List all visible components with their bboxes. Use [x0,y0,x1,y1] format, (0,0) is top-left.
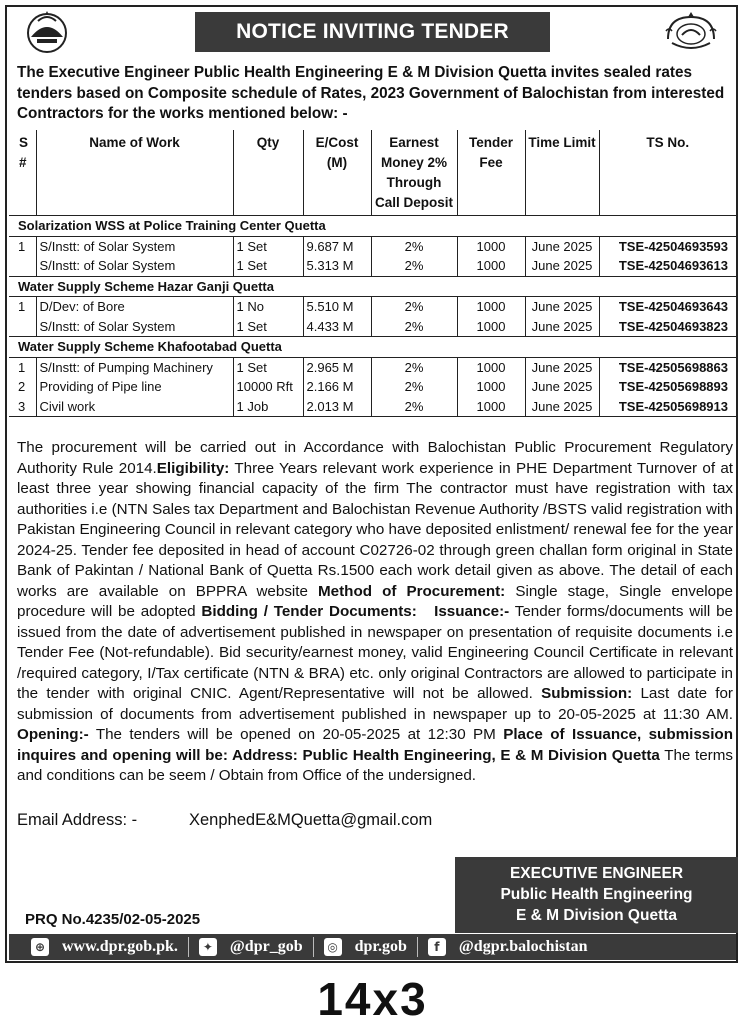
cell-qty: 1 Set [233,317,303,337]
cell-time: June 2025 [525,236,599,256]
cell-name: Civil work [36,397,233,417]
table-row [9,297,736,317]
cell-name: S/Instt: of Pumping Machinery [36,357,233,377]
cell-ts: TSE-42505698913 [599,397,736,417]
cell-qty: 1 Set [233,256,303,276]
header-time: Time Limit [525,130,599,216]
cell-ecost: 2.166 M [303,377,371,397]
cell-earnest: 2% [371,256,457,276]
cell-fee: 1000 [457,297,525,317]
phe-department-logo [660,9,722,55]
cell-earnest: 2% [371,297,457,317]
group-title-row [9,216,736,237]
cell-fee: 1000 [457,256,525,276]
signatory-department: Public Health Engineering [500,886,693,903]
cell-time: June 2025 [525,377,599,397]
notice-body [17,438,733,787]
cell-name: Providing of Pipe line [36,377,233,397]
group-title: Water Supply Scheme Hazar Ganji Quetta [9,276,736,297]
cell-fee: 1000 [457,397,525,417]
cell-qty: 1 No [233,297,303,317]
cell-ts: TSE-42504693613 [599,256,736,276]
header-sno: S # [9,130,36,216]
cell-sno: 3 [9,397,36,417]
cell-ecost: 5.313 M [303,256,371,276]
cell-time: June 2025 [525,297,599,317]
body-text-1: The procurement will be carried out in Accordance with Balochistan Public Procurement Regulatory Authority Rule 2014. [17,439,733,477]
footer-divider [313,937,314,957]
body-text-4: Tender forms/documents will be issued from the date of advertisement published in newspaper on presentation of requisite documents i.e Tender Fee (Not-refundable). Bid security/earnest money, valid Engineering Council Certificate in relevant /required category, I/Tax certificate (NTN & BRA) etc. only original Contractors are allowed to participate in the tender with original CNIC. Agent/Representative will not be allowed. [17,603,733,702]
issuance-label: Issuance:- [434,603,510,620]
group-title-row [9,276,736,297]
table-row [9,236,736,256]
table-row [9,256,736,276]
cell-ecost: 4.433 M [303,317,371,337]
facebook-icon: f [428,938,446,956]
cell-sno: 2 [18,379,26,394]
footer-website[interactable]: www.dpr.gob.pk. [62,938,178,955]
cell-fee: 1000 [457,357,525,377]
signatory-division: E & M Division Quetta [515,907,678,924]
cell-time: June 2025 [525,317,599,337]
cell-ecost: 2.013 M [303,397,371,417]
balochistan-govt-logo [16,9,78,55]
cell-ts: TSE-42505698893 [599,377,736,397]
notice-title: NOTICE INVITING TENDER [195,12,550,52]
cell-earnest: 2% [371,317,457,337]
cell-name: S/Instt: of Solar System [36,256,233,276]
table-row [9,377,736,397]
cell-earnest: 2% [371,357,457,377]
prq-number: PRQ No.4235/02-05-2025 [25,911,201,928]
footer-divider [188,937,189,957]
footer-facebook[interactable]: @dgpr.balochistan [458,938,588,955]
table-header-row [9,130,736,216]
header-qty: Qty [233,130,303,216]
cell-sno: 1 [18,359,26,375]
cell-name: S/Instt: of Solar System [36,317,233,337]
group-title-row [9,337,736,358]
body-text-3: Single stage, Single envelope procedure will be adopted [17,582,733,620]
cell-ts: TSE-42504693823 [599,317,736,337]
cell-ts: TSE-42504693643 [599,297,736,317]
email-line [17,811,432,830]
tender-table [9,130,736,417]
body-text-7: The terms and conditions can be seem / Obtain from Office of the undersigned. [17,746,733,784]
cell-time: June 2025 [525,397,599,417]
footer-bar [9,934,736,960]
signatory-title: EXECUTIVE ENGINEER [509,865,684,882]
twitter-icon: ✦ [199,938,217,956]
footer-instagram[interactable]: dpr.gob [354,938,407,955]
intro-paragraph: The Executive Engineer Public Health Engineering E & M Division Quetta invites sealed rates tenders based on Composite schedule of Rates, 2023 Government of Balochistan from interested Contractors for the works mentioned below: - [17,64,725,122]
submission-label: Submission: [541,685,633,702]
table-row [9,317,736,337]
method-label: Method of Procurement: [318,582,506,600]
header-fee: Tender Fee [457,130,525,216]
cell-ts: TSE-42504693593 [599,236,736,256]
cell-ecost: 5.510 M [303,297,371,317]
header-ts: TS No. [599,130,736,216]
cell-time: June 2025 [525,357,599,377]
email-address[interactable]: XenphedE&MQuetta@gmail.com [189,811,433,829]
opening-label: Opening:- [17,726,89,743]
instagram-icon: ◎ [324,938,342,956]
group-title: Solarization WSS at Police Training Center Quetta [9,216,736,237]
cell-sno [9,317,36,337]
cell-fee: 1000 [457,317,525,337]
cell-earnest: 2% [371,397,457,417]
table-row [9,397,736,417]
eligibility-label: Eligibility: [156,459,230,477]
body-text-6: The tenders will be opened on 20-05-2025 at 12:30 PM [88,726,504,743]
ad-size-label: 14x3 [317,973,428,1025]
cell-ts: TSE-42505698863 [599,357,736,377]
cell-ecost: 9.687 M [303,236,371,256]
cell-earnest: 2% [371,377,457,397]
cell-qty: 1 Set [233,357,303,377]
header-name: Name of Work [36,130,233,216]
cell-qty: 1 Set [233,236,303,256]
cell-name: D/Dev: of Bore [36,297,233,317]
cell-qty: 10000 Rft [233,377,303,397]
cell-time: June 2025 [525,256,599,276]
signatory-box [455,857,738,933]
cell-earnest: 2% [371,236,457,256]
cell-fee: 1000 [457,236,525,256]
cell-sno: 1 [18,238,26,254]
header-earnest: Earnest Money 2% Through Call Deposit [371,130,457,216]
body-text-5: Last date for submission of documents from advertisement published in newspaper up to 20-05-2025 at 11:30 AM. [17,685,733,723]
cell-qty: 1 Job [233,397,303,417]
table-row [9,357,736,377]
globe-icon: ⊕ [31,938,49,956]
footer-twitter[interactable]: @dpr_gob [229,938,303,955]
cell-sno [9,256,36,276]
body-text-2: Three Years relevant work experience in PHE Department Turnover of at least three year showing financial capacity of the firm The contractor must have registration with tax authorities i.e (NTN Sales tax Department and Balochistan Revenue Authority /BSTS valid registration with Pakistan Engineering Council in relevant category who have deposited enlistment/ renewal fee for the year 2024-25. Tender fee deposited in head of account C02726-02 through green challan form original in State Bank of Pakintan / National Bank of Quetta Rs.1500 each work detail given as above. The detail of each works are available on BPPRA website [17,459,733,600]
footer-divider [417,937,418,957]
group-title: Water Supply Scheme Khafootabad Quetta [9,337,736,358]
place-label: Place of Issuance, submission inquires and opening will be: Address: Public Health Engineering, E & M Division Quetta [17,726,733,764]
cell-name: S/Instt: of Solar System [36,236,233,256]
cell-ecost: 2.965 M [303,357,371,377]
cell-fee: 1000 [457,377,525,397]
header-ecost: E/Cost (M) [303,130,371,216]
bidding-label: Bidding / Tender Documents: [201,603,417,620]
cell-sno: 1 [18,299,26,314]
email-label: Email Address: - [17,811,138,829]
